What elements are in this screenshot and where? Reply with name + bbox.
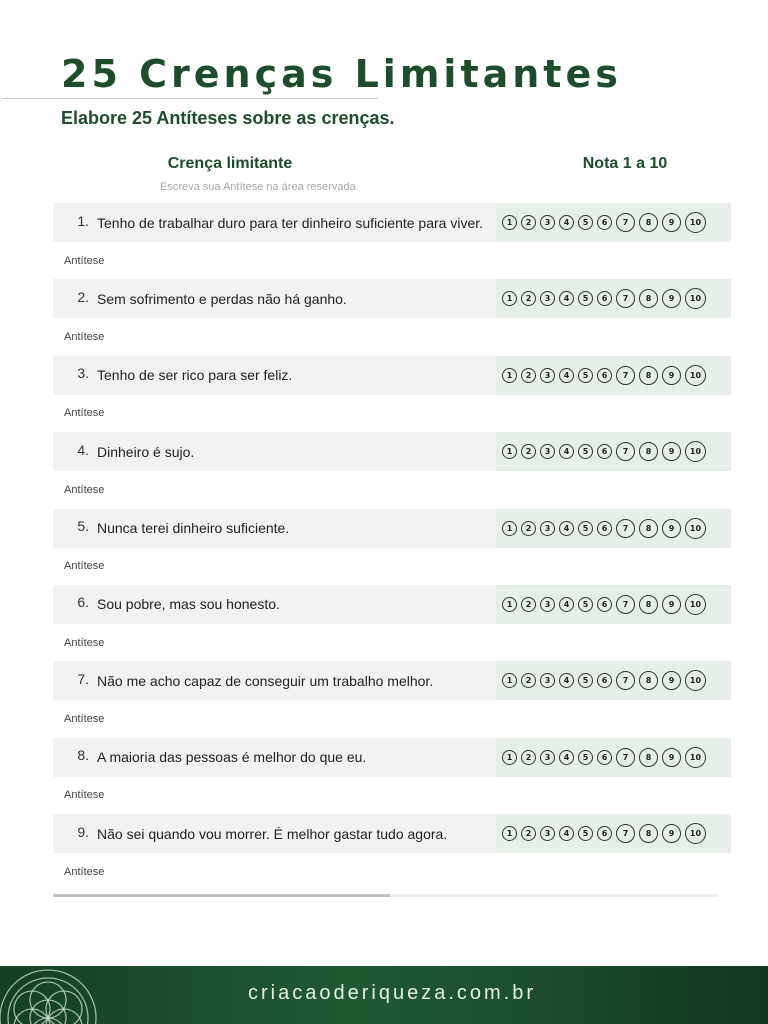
- belief-text: Não me acho capaz de conseguir um trabalho melhor.: [97, 672, 434, 689]
- rating-option-7[interactable]: 7: [616, 289, 635, 308]
- belief-text: Sem sofrimento e perdas não há ganho.: [97, 290, 347, 307]
- belief-text: Dinheiro é sujo.: [97, 443, 195, 460]
- rating-option-4[interactable]: 4: [559, 597, 574, 612]
- rating-option-9[interactable]: 9: [662, 213, 681, 232]
- rating-option-1[interactable]: 1: [502, 291, 517, 306]
- rating-option-5[interactable]: 5: [578, 444, 593, 459]
- rating-option-7[interactable]: 7: [616, 442, 635, 461]
- rating-option-9[interactable]: 9: [662, 442, 681, 461]
- rating-scale: [496, 509, 731, 548]
- rating-option-10[interactable]: 10: [685, 747, 706, 768]
- rating-option-10[interactable]: 10: [685, 212, 706, 233]
- rating-option-2[interactable]: 2: [521, 521, 536, 536]
- belief-number: 1.: [77, 212, 89, 229]
- belief-row: [53, 432, 731, 471]
- title-divider: [2, 98, 378, 99]
- rating-option-10[interactable]: 10: [685, 670, 706, 691]
- rating-option-7[interactable]: 7: [616, 519, 635, 538]
- rating-option-4[interactable]: 4: [559, 521, 574, 536]
- antitese-field[interactable]: Antítese: [64, 560, 105, 573]
- rating-option-3[interactable]: 3: [540, 521, 555, 536]
- rating-option-7[interactable]: 7: [616, 366, 635, 385]
- antitese-field[interactable]: Antítese: [64, 483, 105, 496]
- rating-option-6[interactable]: 6: [597, 673, 612, 688]
- rating-option-9[interactable]: 9: [662, 519, 681, 538]
- belief-number: 8.: [77, 747, 89, 764]
- rating-option-6[interactable]: 6: [597, 826, 612, 841]
- rating-option-3[interactable]: 3: [540, 673, 555, 688]
- rating-option-6[interactable]: 6: [597, 521, 612, 536]
- antitese-field[interactable]: Antítese: [64, 331, 105, 344]
- rating-option-9[interactable]: 9: [662, 671, 681, 690]
- belief-text: A maioria das pessoas é melhor do que eu.: [97, 749, 367, 766]
- rating-option-4[interactable]: 4: [559, 750, 574, 765]
- belief-row: [53, 814, 731, 853]
- belief-row: [53, 509, 731, 548]
- rating-option-7[interactable]: 7: [616, 748, 635, 767]
- belief-number: 7.: [77, 670, 89, 687]
- rating-scale: [496, 203, 731, 242]
- rating-option-6[interactable]: 6: [597, 291, 612, 306]
- rating-option-8[interactable]: 8: [639, 671, 658, 690]
- belief-number: 3.: [77, 365, 89, 382]
- rating-option-8[interactable]: 8: [639, 366, 658, 385]
- rating-option-4[interactable]: 4: [559, 368, 574, 383]
- rating-option-2[interactable]: 2: [521, 444, 536, 459]
- flower-of-life-icon: [0, 966, 110, 1024]
- rating-option-1[interactable]: 1: [502, 750, 517, 765]
- rating-option-3[interactable]: 3: [540, 368, 555, 383]
- column-instruction-note: Escreva sua Antítese na área reservada.: [160, 181, 359, 193]
- belief-number: 5.: [77, 518, 89, 535]
- rating-option-4[interactable]: 4: [559, 826, 574, 841]
- rating-option-1[interactable]: 1: [502, 826, 517, 841]
- belief-item: [53, 279, 731, 355]
- scrollbar-thumb[interactable]: [53, 894, 390, 897]
- rating-option-1[interactable]: 1: [502, 597, 517, 612]
- rating-option-7[interactable]: 7: [616, 213, 635, 232]
- rating-option-9[interactable]: 9: [662, 824, 681, 843]
- rating-option-2[interactable]: 2: [521, 368, 536, 383]
- belief-number: 4.: [77, 441, 89, 458]
- belief-text: Tenho de trabalhar duro para ter dinheiro suficiente para viver.: [97, 214, 484, 231]
- rating-option-1[interactable]: 1: [502, 673, 517, 688]
- rating-option-1[interactable]: 1: [502, 521, 517, 536]
- rating-option-10[interactable]: 10: [685, 365, 706, 386]
- rating-option-2[interactable]: 2: [521, 750, 536, 765]
- column-header-rating: Nota 1 a 10: [582, 155, 668, 172]
- rating-option-3[interactable]: 3: [540, 826, 555, 841]
- rating-option-4[interactable]: 4: [559, 215, 574, 230]
- rating-option-3[interactable]: 3: [540, 444, 555, 459]
- rating-option-8[interactable]: 8: [639, 824, 658, 843]
- rating-option-5[interactable]: 5: [578, 368, 593, 383]
- rating-option-8[interactable]: 8: [639, 289, 658, 308]
- belief-text: Não sei quando vou morrer. É melhor gastar tudo agora.: [97, 825, 448, 842]
- antitese-field[interactable]: Antítese: [64, 636, 105, 649]
- rating-option-5[interactable]: 5: [578, 750, 593, 765]
- beliefs-list: [53, 203, 731, 891]
- rating-option-5[interactable]: 5: [578, 673, 593, 688]
- footer-website-url[interactable]: criacaoderiqueza.com.br: [248, 982, 536, 1004]
- rating-option-9[interactable]: 9: [662, 289, 681, 308]
- page-title: 25 Crenças Limitantes: [61, 52, 622, 96]
- rating-option-4[interactable]: 4: [559, 673, 574, 688]
- belief-item: [53, 509, 731, 585]
- antitese-field[interactable]: Antítese: [64, 254, 105, 267]
- rating-scale: [496, 432, 731, 471]
- rating-option-10[interactable]: 10: [685, 518, 706, 539]
- belief-item: [53, 203, 731, 279]
- rating-option-3[interactable]: 3: [540, 291, 555, 306]
- rating-option-10[interactable]: 10: [685, 594, 706, 615]
- horizontal-scrollbar[interactable]: [53, 894, 718, 897]
- rating-option-8[interactable]: 8: [639, 519, 658, 538]
- rating-option-7[interactable]: 7: [616, 824, 635, 843]
- rating-option-8[interactable]: 8: [639, 442, 658, 461]
- rating-option-8[interactable]: 8: [639, 748, 658, 767]
- rating-option-1[interactable]: 1: [502, 215, 517, 230]
- rating-option-4[interactable]: 4: [559, 291, 574, 306]
- belief-item: [53, 661, 731, 737]
- belief-row: [53, 356, 731, 395]
- belief-number: 9.: [77, 823, 89, 840]
- column-header-belief: Crença limitante: [167, 155, 293, 172]
- rating-option-5[interactable]: 5: [578, 521, 593, 536]
- belief-row: [53, 661, 731, 700]
- rating-option-6[interactable]: 6: [597, 597, 612, 612]
- belief-item: [53, 738, 731, 814]
- rating-option-7[interactable]: 7: [616, 595, 635, 614]
- rating-option-6[interactable]: 6: [597, 368, 612, 383]
- antitese-field[interactable]: Antítese: [64, 407, 105, 420]
- belief-text: Tenho de ser rico para ser feliz.: [97, 367, 293, 384]
- rating-option-7[interactable]: 7: [616, 671, 635, 690]
- rating-option-8[interactable]: 8: [639, 595, 658, 614]
- rating-option-6[interactable]: 6: [597, 215, 612, 230]
- belief-row: [53, 203, 731, 242]
- rating-option-3[interactable]: 3: [540, 597, 555, 612]
- rating-option-10[interactable]: 10: [685, 288, 706, 309]
- belief-row: [53, 738, 731, 777]
- rating-option-9[interactable]: 9: [662, 366, 681, 385]
- rating-option-3[interactable]: 3: [540, 215, 555, 230]
- rating-option-5[interactable]: 5: [578, 826, 593, 841]
- belief-number: 6.: [77, 594, 89, 611]
- belief-text: Nunca terei dinheiro suficiente.: [97, 520, 290, 537]
- antitese-field[interactable]: Antítese: [64, 865, 105, 878]
- rating-scale: [496, 279, 731, 318]
- rating-option-5[interactable]: 5: [578, 597, 593, 612]
- rating-option-5[interactable]: 5: [578, 215, 593, 230]
- rating-scale: [496, 585, 731, 624]
- rating-scale: [496, 738, 731, 777]
- page-subtitle: Elabore 25 Antíteses sobre as crenças.: [61, 108, 395, 128]
- rating-option-2[interactable]: 2: [521, 597, 536, 612]
- belief-row: [53, 279, 731, 318]
- belief-item: [53, 814, 731, 890]
- rating-option-6[interactable]: 6: [597, 750, 612, 765]
- rating-option-2[interactable]: 2: [521, 215, 536, 230]
- rating-option-2[interactable]: 2: [521, 673, 536, 688]
- rating-scale: [496, 661, 731, 700]
- rating-option-9[interactable]: 9: [662, 748, 681, 767]
- belief-row: [53, 585, 731, 624]
- belief-item: [53, 585, 731, 661]
- footer-banner: [0, 966, 768, 1024]
- rating-scale: [496, 356, 731, 395]
- rating-option-6[interactable]: 6: [597, 444, 612, 459]
- rating-option-8[interactable]: 8: [639, 213, 658, 232]
- rating-option-3[interactable]: 3: [540, 750, 555, 765]
- rating-option-10[interactable]: 10: [685, 823, 706, 844]
- rating-option-5[interactable]: 5: [578, 291, 593, 306]
- belief-text: Sou pobre, mas sou honesto.: [97, 596, 280, 613]
- antitese-field[interactable]: Antítese: [64, 789, 105, 802]
- belief-number: 2.: [77, 288, 89, 305]
- rating-option-10[interactable]: 10: [685, 441, 706, 462]
- rating-option-2[interactable]: 2: [521, 291, 536, 306]
- rating-option-2[interactable]: 2: [521, 826, 536, 841]
- antitese-field[interactable]: Antítese: [64, 713, 105, 726]
- belief-item: [53, 432, 731, 508]
- rating-option-1[interactable]: 1: [502, 368, 517, 383]
- rating-option-1[interactable]: 1: [502, 444, 517, 459]
- belief-item: [53, 356, 731, 432]
- rating-option-9[interactable]: 9: [662, 595, 681, 614]
- rating-scale: [496, 814, 731, 853]
- rating-option-4[interactable]: 4: [559, 444, 574, 459]
